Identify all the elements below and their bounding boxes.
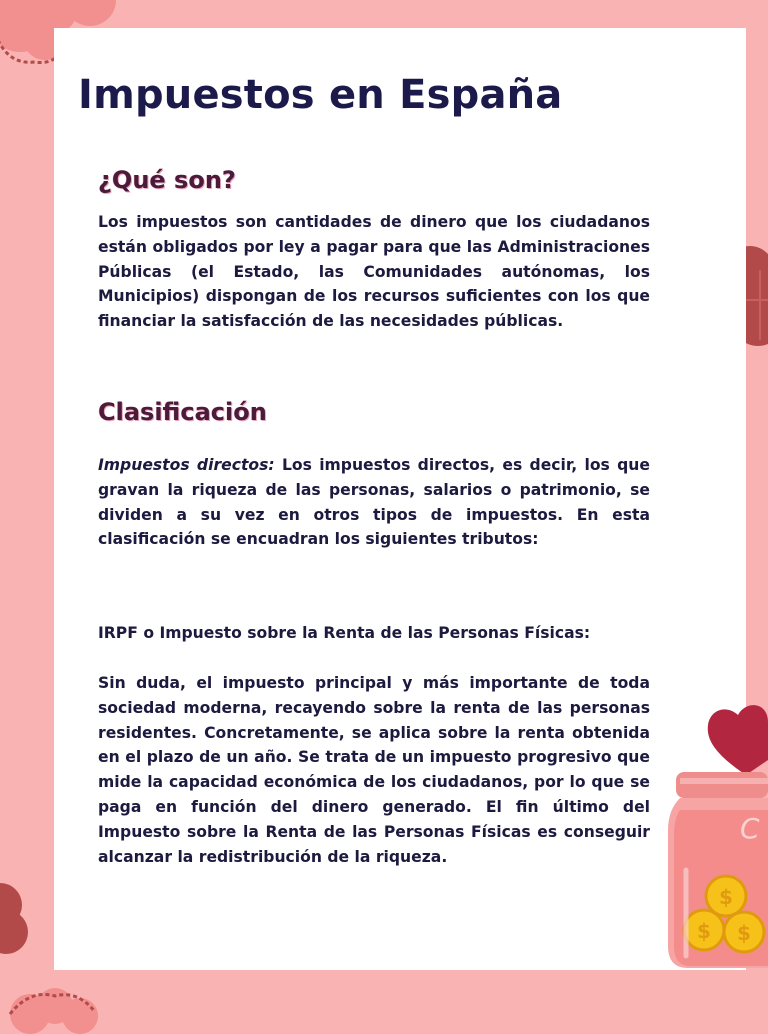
intro-text: Los impuestos directos, es decir, los que gravan la riqueza de las personas, salarios o patrimonio, se dividen a su vez en otros tipos de impuestos. En esta clasificación se encuadran los siguientes tributos: [98,456,650,549]
irpf-subheading: IRPF o Impuesto sobre la Renta de las Personas Físicas: [98,624,591,642]
svg-text:$: $ [737,921,751,945]
page-title: Impuestos en España [78,72,563,118]
classification-intro [98,453,650,552]
cloud-bottom-icon [0,984,110,1034]
svg-text:$: $ [697,919,711,943]
intro-label: Impuestos directos: [98,456,275,474]
cloud-bottom-left-icon [0,880,40,960]
jar-label: C [740,812,760,845]
section-heading-what: ¿Qué son? [98,166,236,194]
section-heading-classification: Clasificación [98,398,267,426]
irpf-body: Sin duda, el impuesto principal y más importante de toda sociedad moderna, recayendo sobre la renta de las personas residentes. Concretamente, se aplica sobre la renta obtenida en el plazo de un año. Se trata de un impuesto progresivo que mide la capacidad económica de los ciudadanos, por lo que se paga en función del dinero generado. El fin último del Impuesto sobre la Renta de las Personas Físicas es conseguir alcanzar la redistribución de la riqueza. [98,674,650,866]
section-text-what: Los impuestos son cantidades de dinero que los ciudadanos están obligados por ley a pagar para que las Administraciones Públicas (el Estado, las Comunidades autónomas, los Municipios) dispongan de los recursos suficientes con los que financiar la satisfacción de las necesidades públicas. [98,213,650,331]
coin-jar-icon [666,770,768,970]
heart-icon [706,700,768,780]
svg-text:$: $ [719,885,733,909]
document-card [54,28,746,970]
